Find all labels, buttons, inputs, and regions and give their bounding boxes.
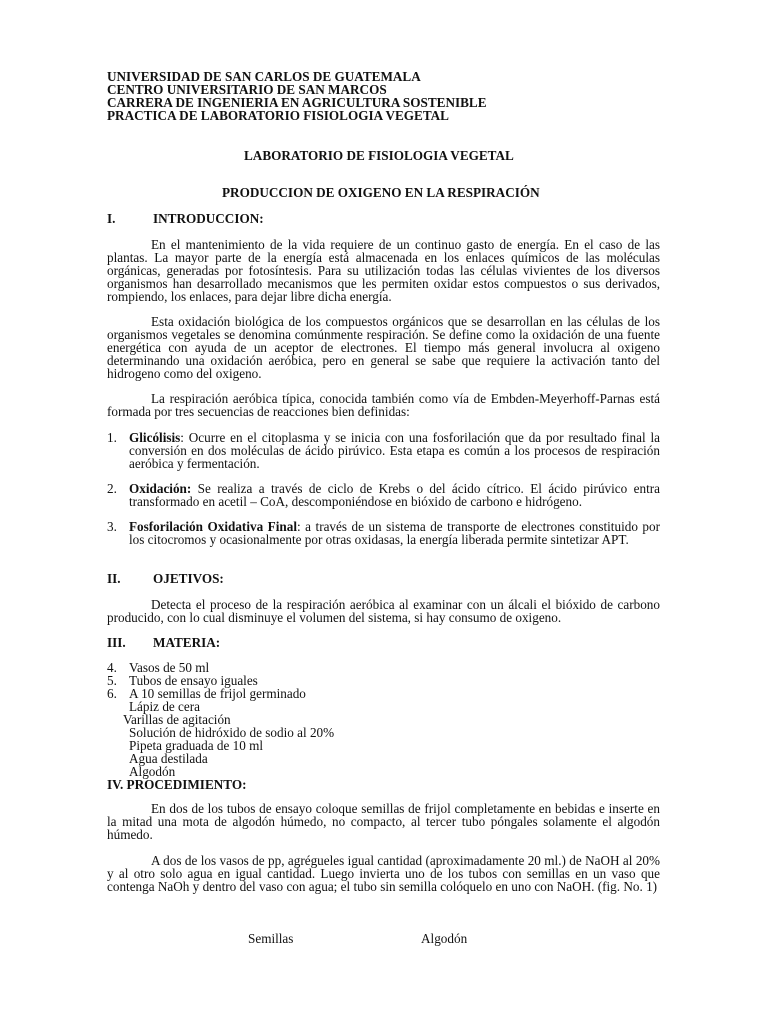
phase-2-text: Se realiza a través de ciclo de Krebs o del ácido cítrico. El ácido pirúvico entra transformado en acetil – CoA, descomponiéndose en bióxido de carbono e hidrógeno. — [129, 481, 660, 509]
material-item-7: Pipeta graduada de 10 ml — [129, 738, 264, 753]
phase-3-number: 3. — [107, 519, 117, 534]
material-number-1: 4. — [107, 660, 117, 675]
phase-1-text: : Ocurre en el citoplasma y se inicia con una fosforilación que da por resultado final la conversión en dos moléculas de ácido pirúvico. Esta etapa es común a los procesos de respiración aeróbica y fermentación. — [129, 430, 660, 471]
intro-paragraph-3: La respiración aeróbica típica, conocida también como vía de Embden-Meyerhoff-Parnas está formada por tres secuencias de reacciones bien definidas: — [107, 391, 660, 419]
header-line-1: UNIVERSIDAD DE SAN CARLOS DE GUATEMALA — [107, 69, 421, 84]
figure-label-cotton: Algodón — [421, 931, 468, 946]
section-3-heading: MATERIA: — [153, 635, 221, 650]
material-item-1: Vasos de 50 ml — [129, 660, 210, 675]
procedure-paragraph-2: A dos de los vasos de pp, agrégueles igual cantidad (aproximadamente 20 ml.) de NaOH al 20% y al otro solo agua en igual cantidad. Luego invierta uno de los tubos con semillas en un vaso que contenga NaOh y dentro del vaso con agua; el tubo sin semilla colóquelo en uno con NaOH. (fig. No. 1) — [107, 853, 660, 894]
phase-2-term: Oxidación: — [129, 481, 192, 496]
document-subtitle: PRODUCCION DE OXIGENO EN LA RESPIRACIÓN — [222, 185, 540, 200]
material-item-4: Lápiz de cera — [129, 699, 201, 714]
figure-label-seeds: Semillas — [248, 931, 294, 946]
header-line-4: PRACTICA DE LABORATORIO FISIOLOGIA VEGETAL — [107, 108, 449, 123]
material-item-9: Algodón — [129, 764, 176, 779]
document-title: LABORATORIO DE FISIOLOGIA VEGETAL — [244, 148, 514, 163]
intro-paragraph-2: Esta oxidación biológica de los compuestos orgánicos que se desarrollan en las células de los organismos vegetales se denomina comúnmente respiración. Se define como la oxidación de una fuente energética con ayuda de un aceptor de electrones. El tiempo más general involucra al oxigeno determinando una oxidación aeróbica, pero en general se sabe que requiere la activación tanto del hidrogeno como del oxigeno. — [107, 314, 660, 381]
intro-paragraph-1: En el mantenimiento de la vida requiere de un continuo gasto de energía. En el caso de las plantas. La mayor parte de la energía está almacenada en los enlaces químicos de las moléculas orgánicas, generadas por fotosíntesis. Para su utilización todas las células vivientes de los diversos organismos han desarrollado mecanismos que les permiten oxidar estos compuestos o sus derivados, rompiendo, los enlaces, para dejar libre dicha energía. — [107, 237, 660, 304]
material-number-3: 6. — [107, 686, 117, 701]
phase-2-item — [129, 483, 660, 509]
material-item-3: A 10 semillas de frijol germinado — [129, 686, 306, 701]
material-item-8: Agua destilada — [129, 751, 208, 766]
phase-2-number: 2. — [107, 481, 117, 496]
section-3-number: III. — [107, 635, 126, 650]
phase-1-number: 1. — [107, 430, 117, 445]
material-number-2: 5. — [107, 673, 117, 688]
section-2-number: II. — [107, 571, 121, 586]
procedure-paragraph-1: En dos de los tubos de ensayo coloque semillas de frijol completamente en bebidas e inserte en la mitad una mota de algodón húmedo, no compacto, al tercer tubo póngales solamente el algodón húmedo. — [107, 801, 660, 842]
material-item-6: Solución de hidróxido de sodio al 20% — [129, 725, 335, 740]
phase-1-term: Glicólisis — [129, 430, 181, 445]
section-1-heading: INTRODUCCION: — [153, 211, 264, 226]
section-4-heading: IV. PROCEDIMIENTO: — [107, 777, 247, 792]
material-item-5: Varillas de agitación — [123, 712, 231, 727]
header-line-3: CARRERA DE INGENIERIA EN AGRICULTURA SOSTENIBLE — [107, 95, 487, 110]
phase-1-item — [129, 432, 660, 471]
phase-3-item — [129, 521, 660, 547]
section-1-number: I. — [107, 211, 116, 226]
section-2-heading: OJETIVOS: — [153, 571, 224, 586]
material-item-2: Tubos de ensayo iguales — [129, 673, 258, 688]
header-line-2: CENTRO UNIVERSITARIO DE SAN MARCOS — [107, 82, 387, 97]
objectives-paragraph: Detecta el proceso de la respiración aeróbica al examinar con un álcali el bióxido de carbono producido, con lo cual disminuye el volumen del sistema, si hay consumo de oxigeno. — [107, 597, 660, 625]
phase-3-text: : a través de un sistema de transporte de electrones constituido por los citocromos y ocasionalmente por otras oxidasas, la energía liberada permite sintetizar APT. — [129, 519, 661, 547]
phase-3-term: Fosforilación Oxidativa Final — [129, 519, 297, 534]
